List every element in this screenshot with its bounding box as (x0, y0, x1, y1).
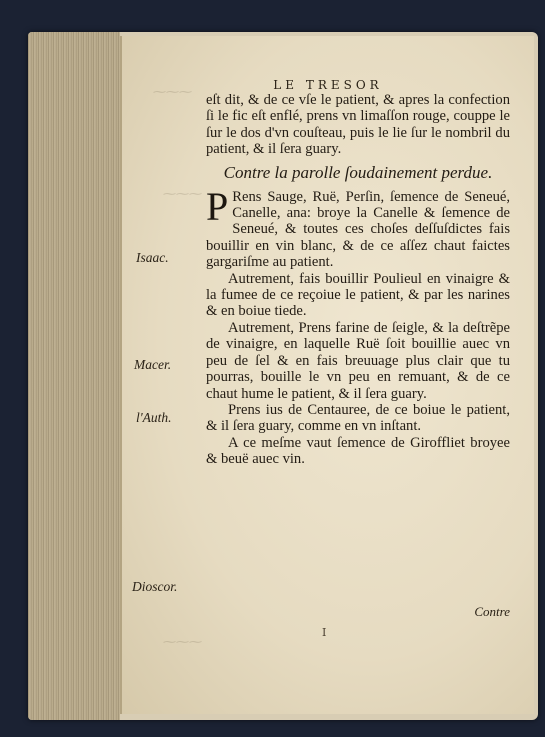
paragraph: Autrement, Prens farine de ſeigle, & la deſtrẽpe de vinaigre, en laquelle Ruë ſoit bouillie auec vn peu de ſel & en fais breuuage plus clair que tu pourras, bouille le vn peu en remuant, & de ce chaut hume le patient, & il ſera guary. (206, 319, 510, 402)
running-head: LE TRESOR (273, 78, 383, 92)
drop-capital: P (206, 183, 229, 229)
signature-mark: I (322, 626, 327, 639)
paragraph: Autrement, fais bouillir Poulieul en vinaigre & la fumee de ce reçoiue le patient, & par les narines & en boiue tiede. (206, 270, 510, 320)
bleed-through: ⁓⁓⁓ (162, 186, 201, 201)
margin-note-isaac: Isaac. (136, 250, 169, 265)
paragraph (206, 183, 510, 271)
paragraph: eſt dit, & de ce vſe le patient, & apres la confection ſi le fic eſt enflé, prens vn limaſſon rouge, couppe le ſur le dos d'vn couſteau, puis le lie ſur le nombril du patient, & il ſera guary. (206, 92, 510, 158)
paragraph: Prens ius de Centauree, de ce boiue le patient, & il ſera guary, comme en vn inſtant. (206, 401, 510, 435)
bleed-through: ⁓⁓⁓ (162, 634, 201, 649)
body-text (206, 92, 510, 468)
catchword: Contre (474, 604, 510, 619)
section-heading: Contre la parolle ſoudainement perdue. (223, 162, 493, 182)
page (120, 36, 534, 714)
page-edges (28, 32, 120, 720)
margin-note-auth: l'Auth. (136, 410, 172, 425)
paragraph: A ce meſme vaut ſemence de Giroffliet broyee & beuë auec vin. (206, 434, 510, 468)
margin-note-macer: Macer. (134, 357, 172, 372)
margin-note-dioscor: Dioscor. (132, 579, 178, 594)
bleed-through: ⁓⁓⁓ (152, 84, 191, 99)
book (28, 32, 538, 720)
paragraph-text: Rens Sauge, Ruë, Perſin, ſemence de Seneué, Canelle, ana: broye la Canelle & ſemence de Seneué, & toutes ces choſes deſſuſdictes fais bouillir en vin blanc, & de ce aſſez chaut faictes gargariſme au patient. (206, 188, 510, 271)
